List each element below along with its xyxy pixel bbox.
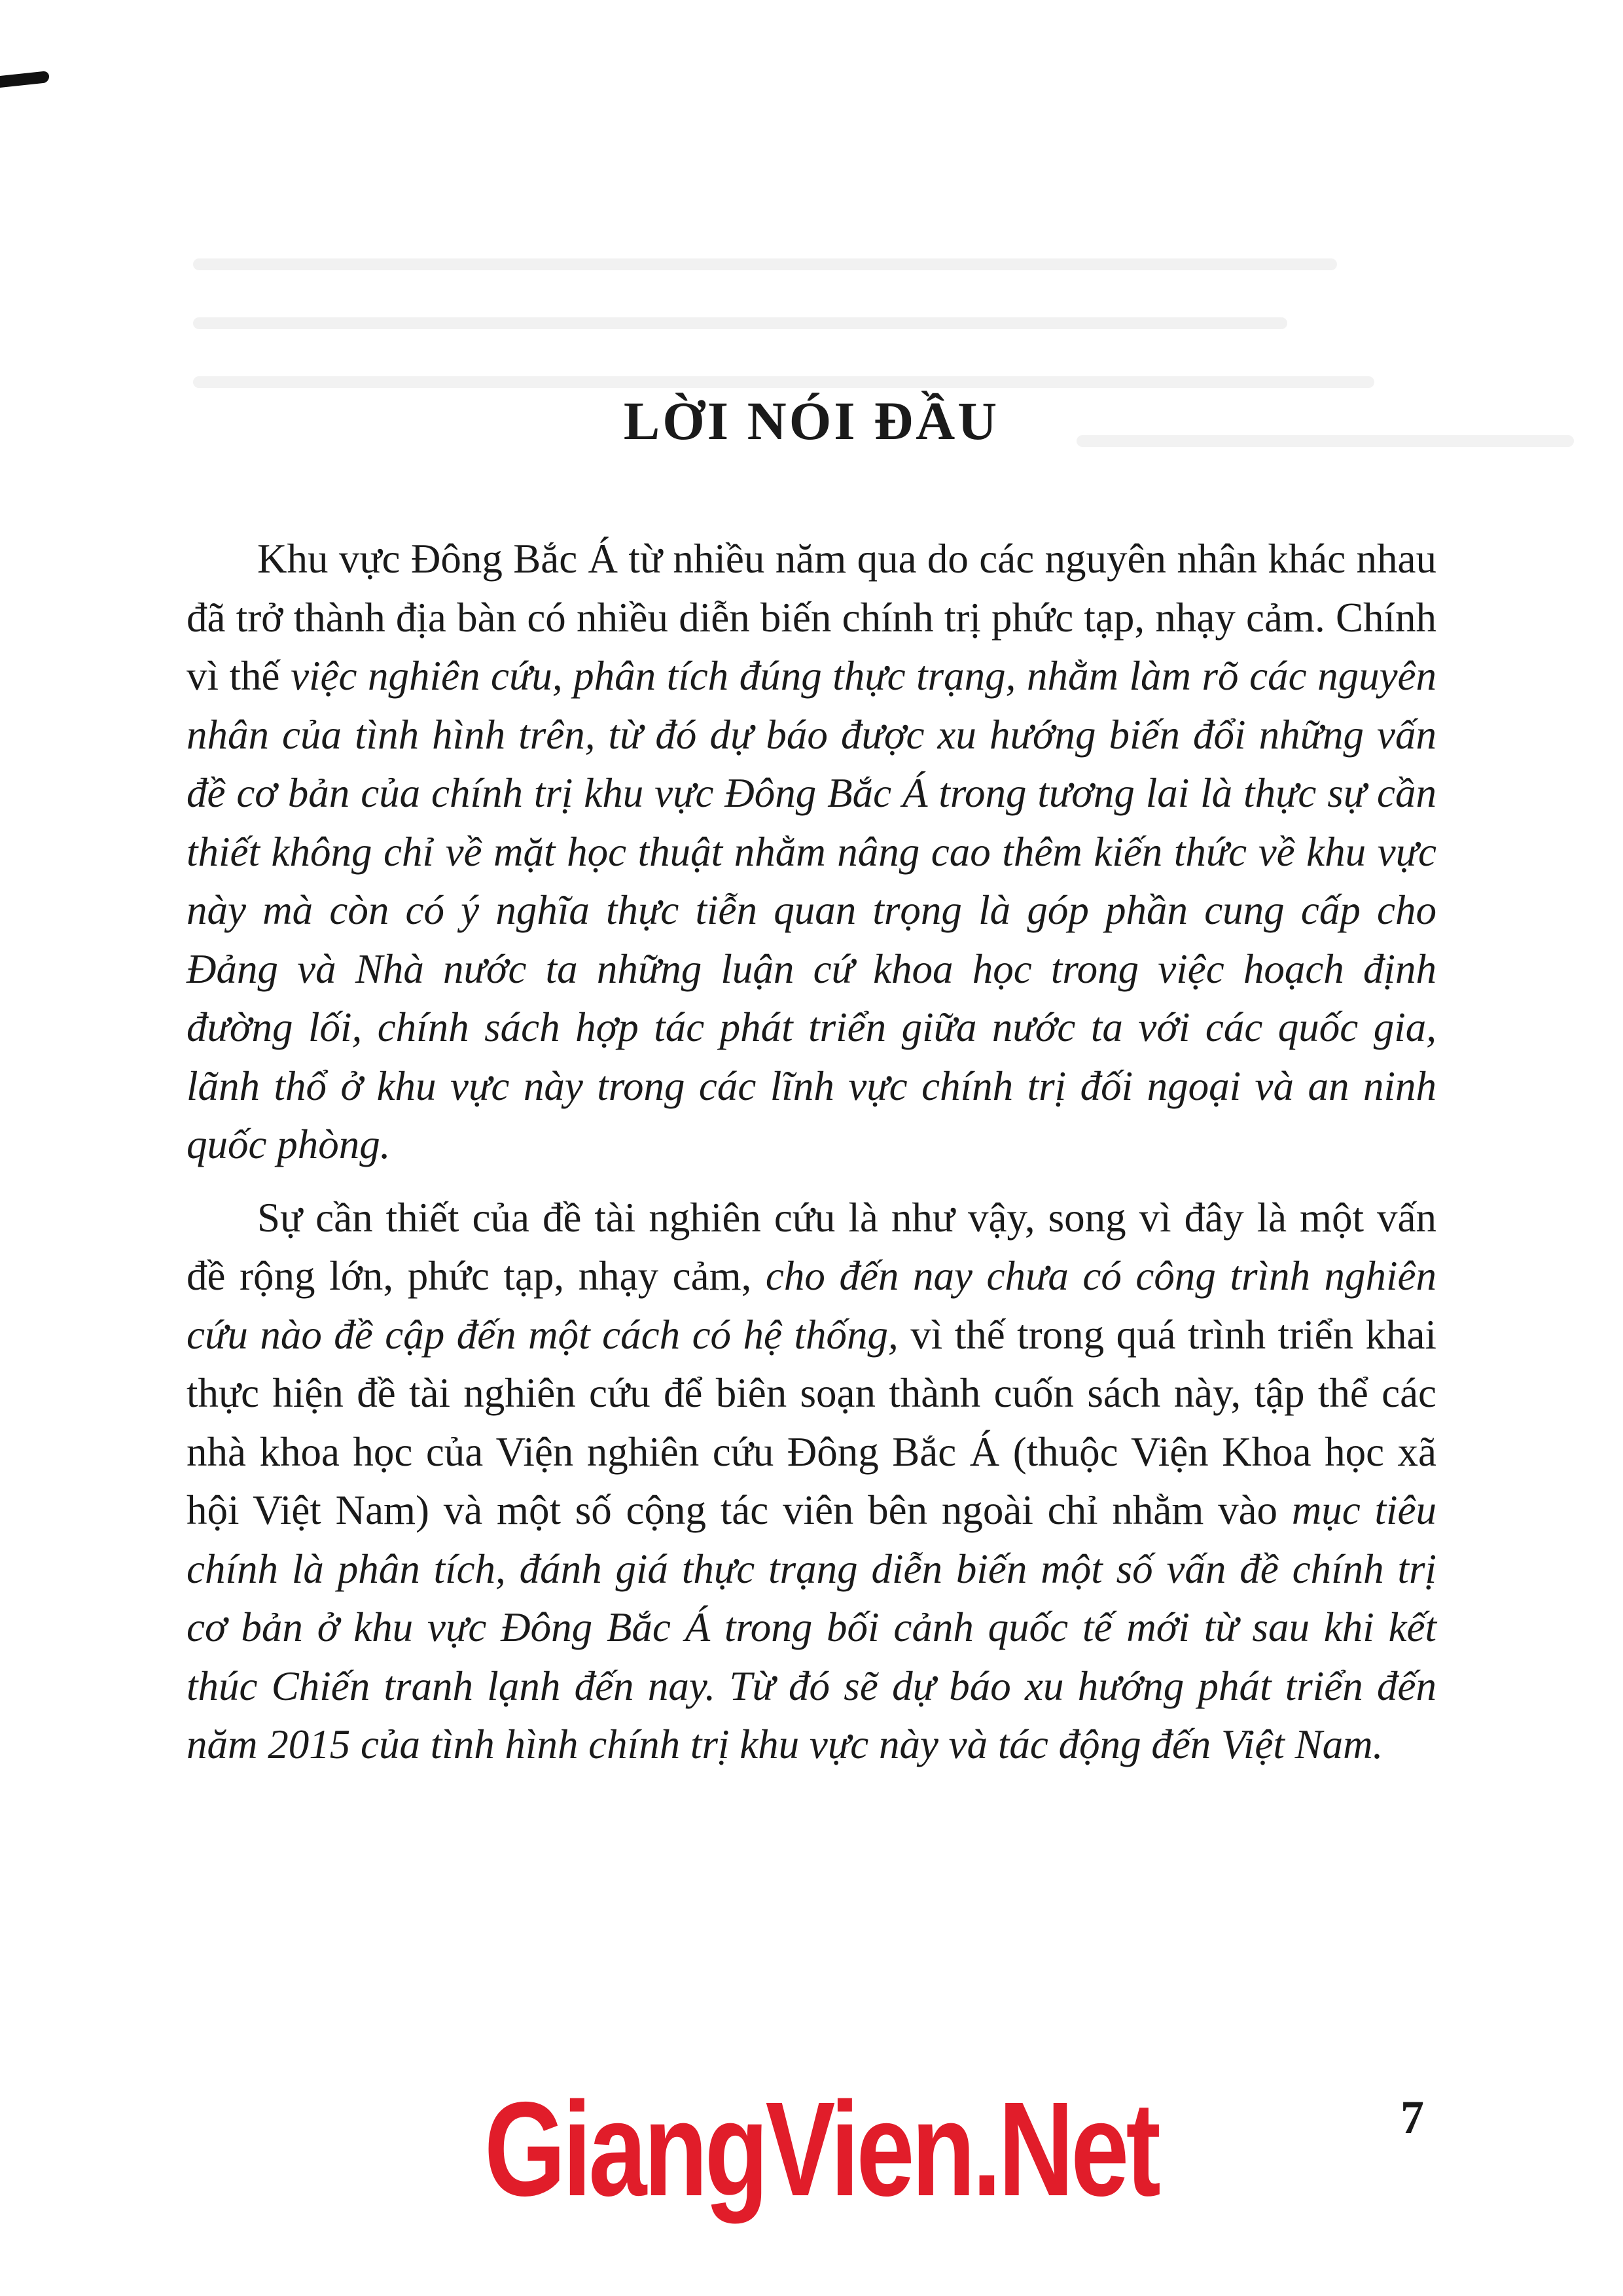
paragraph-2 <box>187 1189 1436 1775</box>
paragraph-2-run-2: cho đến nay chưa có công trình nghiên cứu nào đề cập đến một cách có hệ thống, <box>187 1253 1436 1358</box>
watermark-logo: GiangVien.Net <box>484 2074 1158 2224</box>
paragraph-2-run-3: vì thế trong quá trình triển khai thực hiện đề tài nghiên cứu để biên soạn thành cuốn sách này, tập thể các nhà khoa học của Viện nghiên cứu Đông Bắc Á (thuộc Viện Khoa học xã hội Việt Nam) và một số cộng tác viên bên ngoài chỉ nhằm vào <box>187 1311 1436 1533</box>
paragraph-2-run-4: mục tiêu chính là phân tích, đánh giá thực trạng diễn biến một số vấn đề chính trị cơ bản ở khu vực Đông Bắc Á trong bối cảnh quốc tế mới từ sau khi kết thúc Chiến tranh lạnh đến nay. Từ đó sẽ dự báo xu hướng phát triển đến năm 2015 của tình hình chính trị khu vực này và tác động đến Việt Nam. <box>187 1487 1437 1767</box>
bleed-through-text <box>193 258 1436 501</box>
page-title: LỜI NÓI ĐẦU <box>623 391 1000 451</box>
paragraph-2-run-1: Sự cần thiết của đề tài nghiên cứu là như vậy, song vì đây là một vấn đề rộng lớn, phức tạp, nhạy cảm, <box>187 1194 1436 1299</box>
paragraph-1-run-2: việc nghiên cứu, phân tích đúng thực trạng, nhằm làm rõ các nguyên nhân của tình hình trên, từ đó dự báo được xu hướng biến đổi những vấn đề cơ bản của chính trị khu vực Đông Bắc Á trong tương lai là thực sự cần thiết không chỉ về mặt học thuật nhằm nâng cao thêm kiến thức về khu vực này mà còn có ý nghĩa thực tiễn quan trọng là góp phần cung cấp cho Đảng và Nhà nước ta những luận cứ khoa học trong việc hoạch định đường lối, chính sách hợp tác phát triển giữa nước ta với các quốc gia, lãnh thổ ở khu vực này trong các lĩnh vực chính trị đối ngoại và an ninh quốc phòng. <box>187 653 1436 1167</box>
scan-corner-mark <box>0 71 49 88</box>
paragraph-1-run-1: Khu vực Đông Bắc Á từ nhiều năm qua do các nguyên nhân khác nhau đã trở thành địa bàn có nhiều diễn biến chính trị phức tạp, nhạy cảm. Chính vì thế <box>187 536 1436 699</box>
body-text <box>187 530 1436 1789</box>
paragraph-1 <box>187 530 1436 1174</box>
page-number: 7 <box>1400 2091 1424 2144</box>
